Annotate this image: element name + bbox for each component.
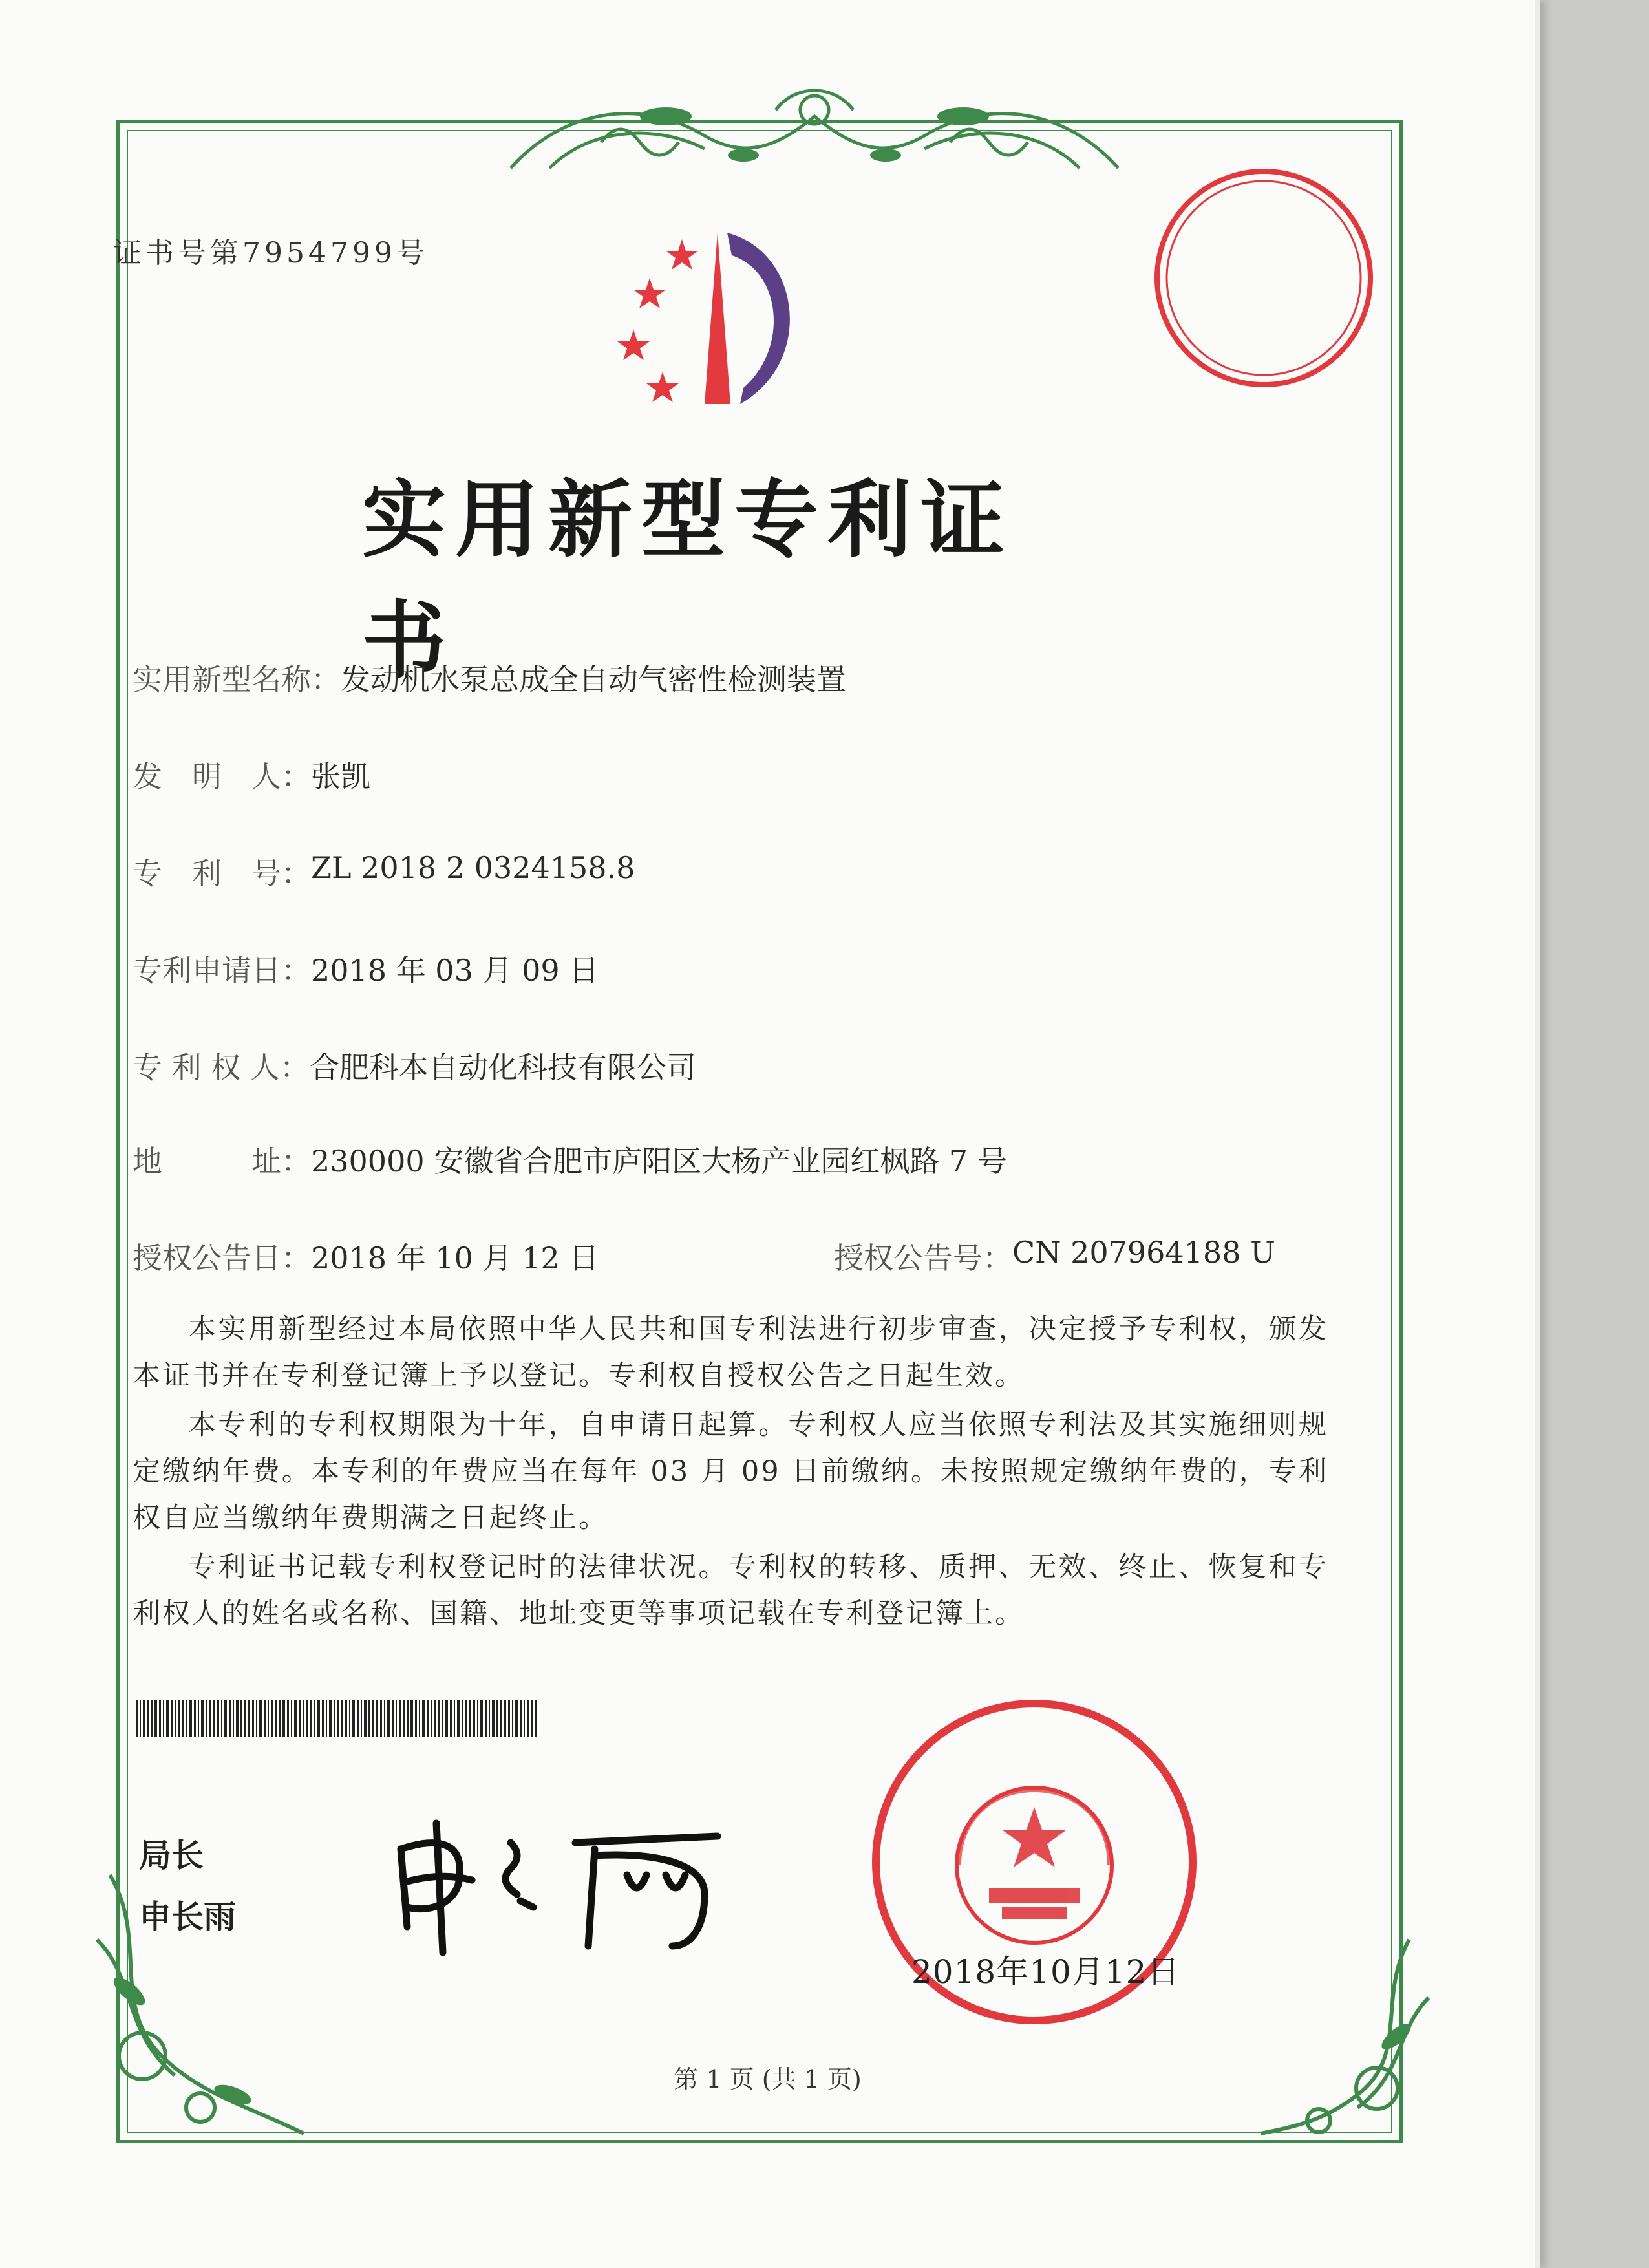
field-patentee: [133, 1044, 696, 1089]
field-label: 实用新型名称：: [133, 662, 341, 697]
signature-icon: [381, 1804, 743, 1959]
certificate-number: 证书号第7954799号: [113, 237, 429, 270]
director-title: 局长: [139, 1837, 204, 1874]
field-label: 发 明 人：: [133, 759, 311, 794]
field-label: 授权公告号：: [834, 1241, 1012, 1276]
field-value: 230000 安徽省合肥市庐阳区大杨产业园红枫路 7 号: [311, 1144, 1007, 1179]
field-label: 专 利 权 人：: [133, 1050, 310, 1085]
bottom-right-ornament-icon: [1254, 1927, 1442, 2146]
field-value: 2018 年 03 月 09 日: [311, 953, 599, 988]
field-grant-number: [834, 1235, 1275, 1280]
field-label: 专 利 号：: [133, 856, 311, 891]
field-address: [133, 1138, 1007, 1183]
field-utility-model-name: [133, 656, 846, 701]
cnipa-emblem-icon: [595, 220, 847, 414]
field-value: 2018 年 10 月 12 日: [311, 1241, 599, 1276]
field-grant-date: [133, 1235, 599, 1280]
body-paragraph: 专利证书记载专利权登记时的法律状况。专利权的转移、质押、无效、终止、恢复和专利权人的姓名或名称、国籍、地址变更等事项记载在专利登记簿上。: [133, 1551, 1328, 1630]
field-value: 发动机水泵总成全自动气密性检测装置: [341, 662, 846, 697]
seal-date: 2018年10月12日: [911, 1953, 1180, 1991]
certificate-body: [133, 1306, 1328, 1640]
field-label: 授权公告日：: [133, 1241, 311, 1276]
field-patent-number: [133, 850, 635, 895]
barcode-icon: [136, 1700, 537, 1737]
director-name: 申长雨: [139, 1898, 236, 1936]
page-number: 第 1 页 (共 1 页): [674, 2065, 862, 2093]
field-label: 专利申请日：: [133, 953, 311, 988]
field-application-date: [133, 947, 599, 992]
field-value: 合肥科本自动化科技有限公司: [309, 1050, 696, 1085]
body-paragraph: 本实用新型经过本局依照中华人民共和国专利法进行初步审查，决定授予专利权，颁发本证书并在专利登记簿上予以登记。专利权自授权公告之日起生效。: [133, 1313, 1328, 1392]
top-ornament-icon: [472, 71, 1157, 181]
tax-seal-icon: [1141, 155, 1387, 401]
field-value: CN 207964188 U: [1012, 1235, 1275, 1270]
field-value: ZL 2018 2 0324158.8: [311, 850, 635, 885]
field-label: 地 址：: [133, 1144, 311, 1179]
body-paragraph: 本专利的专利权期限为十年，自申请日起算。专利权人应当依照专利法及其实施细则规定缴纳年费。本专利的年费应当在每年 03 月 09 日前缴纳。未按照规定缴纳年费的，专利权自应当缴纳年费期满之日起终止。: [133, 1409, 1328, 1534]
page-title: 实用新型专利证书: [362, 471, 1014, 690]
field-value: 张凯: [311, 759, 370, 794]
field-inventor: [133, 753, 370, 798]
